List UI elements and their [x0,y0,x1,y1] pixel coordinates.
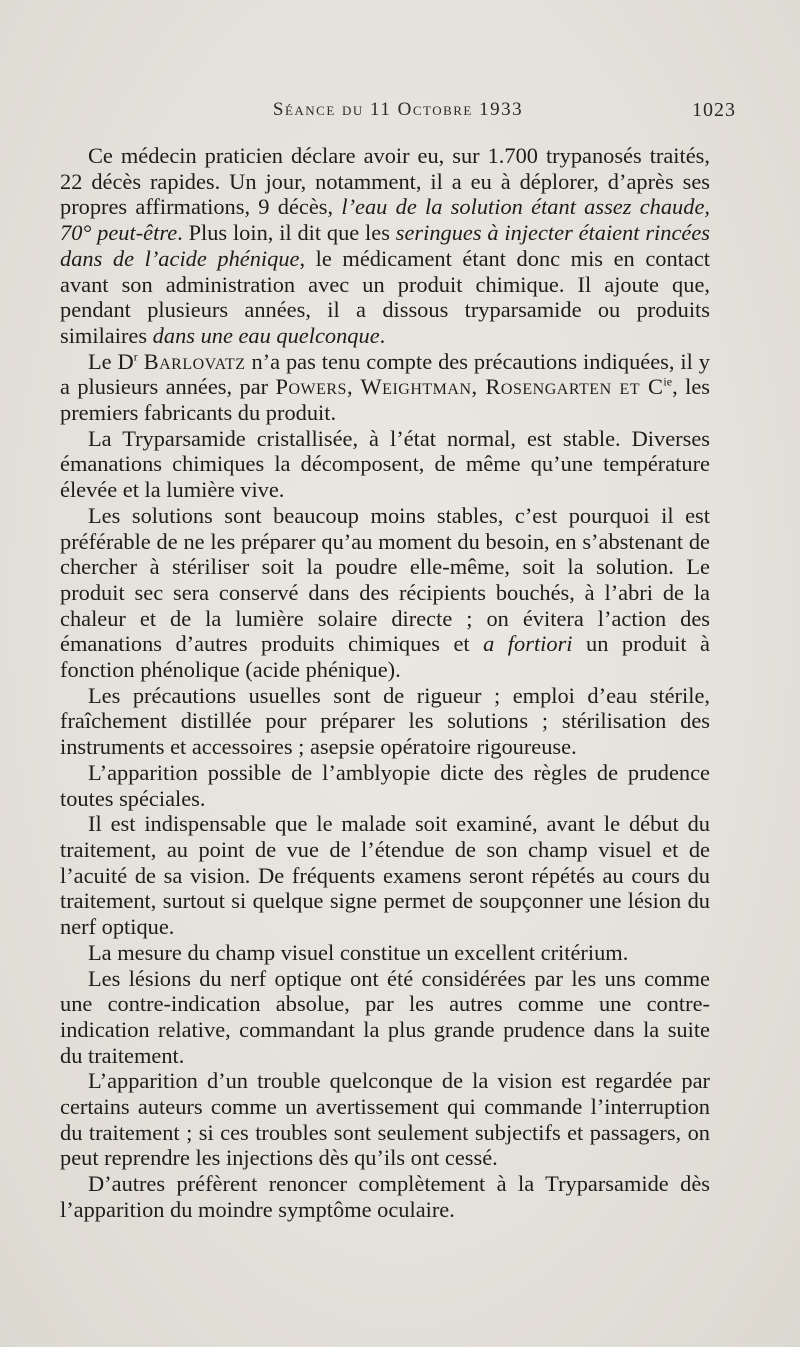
paragraph [60,940,710,966]
paragraph [60,503,710,683]
text-run: . [379,322,386,348]
running-title: Séance du 11 Octobre 1933 [272,99,524,120]
italic-text: dans une eau quelconque [152,322,380,348]
text-run: . Plus loin, il dit que les [177,220,396,246]
text-run: Il est indispensable que le malade soit examiné, avant le début du traitement, au point de vue de l’étendue de son champ visuel et de l’acuité de sa vision. De fréquents examens seront répétés au cours du traitement, surtout si quelque signe permet de soupçonner une lésion du nerf optique. [60,811,710,940]
superscript: r [133,349,138,364]
italic-text: a fortiori [483,631,573,657]
text-run: L’apparition d’un trouble quelconque de la vision est regardée par certains auteurs comme un avertissement qui commande l’interruption du traitement ; si ces troubles sont seulement subjectifs et passagers, on peut reprendre les injections dès qu’ils ont cessé. [60,1068,710,1171]
text-run: un produit à fonction phénolique (acide phénique). [60,631,710,683]
italic-text: l’eau de la solution étant assez chaude, 70° peut-être [60,194,710,246]
running-head [60,99,736,129]
paragraph [60,426,710,503]
text-run: Les solutions sont beaucoup moins stables, c’est pourquoi il est préférable de ne les préparer qu’au moment du besoin, en s’abstenant de chercher à stériliser soit la poudre elle-même, soit la solution. Le produit sec sera conservé dans des récipients bouchés, à l’abri de la chaleur et de la lumière solaire directe ; on évitera l’action des émanations d’autres produits chimiques et [60,502,710,657]
italic-text: seringues à injecter étaient rincées dans de l’acide phénique [60,220,710,271]
text-run: Les lésions du nerf optique ont été considérées par les uns comme une contre-indication absolue, par les autres comme une contre-indication relative, commandant la plus grande prudence dans la suite du traitement. [60,965,710,1068]
paragraph [60,966,710,1069]
paragraph [60,143,710,349]
small-caps-name: Powers, Weightman, Rosengarten et C [275,374,664,400]
paragraph [60,760,710,811]
text-run: Ce médecin praticien déclare avoir eu, sur 1.700 trypanosés traités, 22 décès rapides. Un jour, notamment, il a eu à déplorer, d’après ses propres affirmations, 9 décès, [60,143,710,220]
paragraph [60,349,710,426]
text-run: , les premiers fabricants du produit. [60,374,710,426]
text-run: n’a pas tenu compte des précautions indiquées, il y a plusieurs années, par [60,348,710,400]
page-number: 1023 [692,99,736,121]
paragraph [60,1068,710,1171]
paragraph [60,1171,710,1222]
superscript: ie [663,374,673,389]
paragraph [60,683,710,760]
text-run: , le médicament étant donc mis en contact avant son administration avec un produit chimique. Il ajoute que, pendant plusieurs années, il a dissous tryparsamide ou produits similaires [60,245,710,348]
text-run: Les précautions usuelles sont de rigueur ; emploi d’eau stérile, fraîchement distillée pour préparer les solutions ; stérilisation des instruments et accessoires ; asepsie opératoire rigoureuse. [60,682,710,760]
text-run: L’apparition possible de l’amblyopie dicte des règles de prudence toutes spéciales. [60,759,710,811]
text-run: Le D [88,348,134,374]
body-text [60,143,710,1223]
paragraph [60,811,710,940]
text-run: La mesure du champ visuel constitue un excellent critérium. [88,939,629,965]
text-run: D’autres préfèrent renoncer complètement à la Tryparsamide dès l’apparition du moindre symptôme oculaire. [60,1171,710,1222]
text-run: La Tryparsamide cristallisée, à l’état normal, est stable. Diverses émanations chimiques la décomposent, de même qu’une température élevée et la lumière vive. [60,425,710,503]
small-caps-name: Barlovatz [143,348,246,374]
